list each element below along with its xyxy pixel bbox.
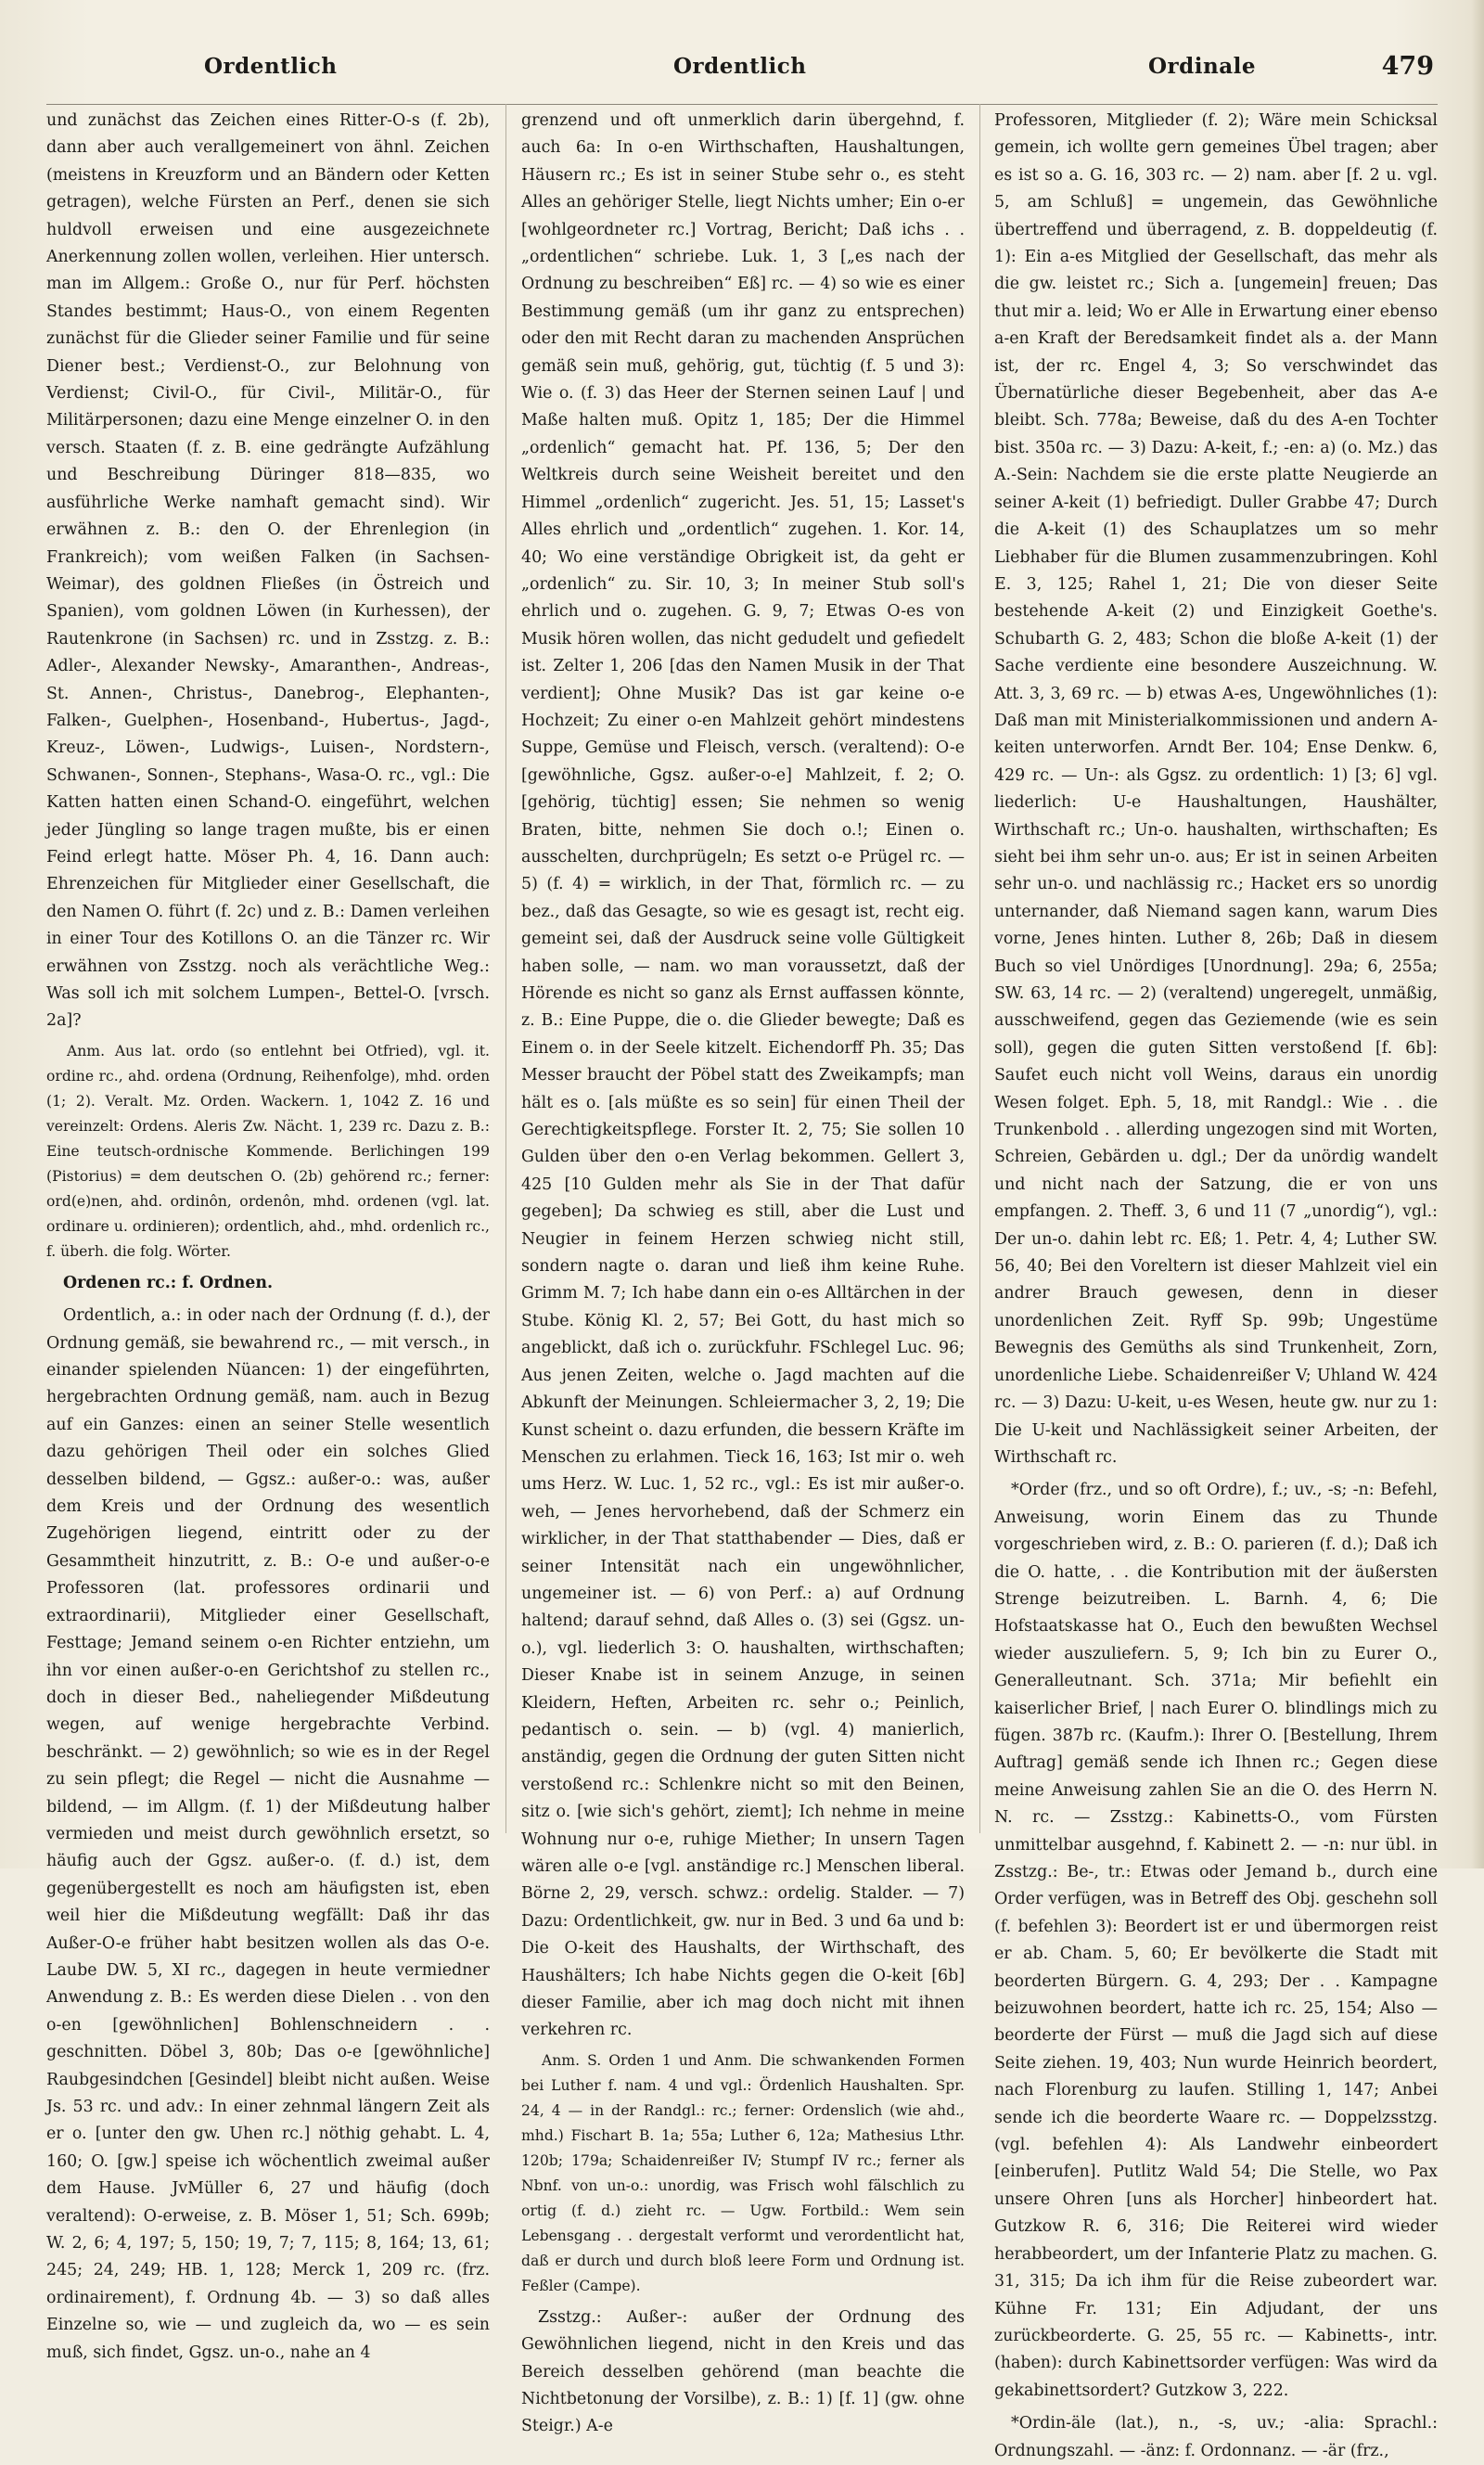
page-number: 479 [1381, 52, 1434, 81]
entry-ordenen [46, 1270, 490, 1297]
entry-orden-continued: und zunächst das Zeichen eines Ritter-O-s (f. 2b), dann aber auch verallgemeinert von ähnl. Zeichen (meistens in Kreuzform und an Bändern oder Ketten getragen), welche Fürsten an Perf., denen sie sich huldvoll erweisen und eine ausgezeichnete Anerkennung zollen wollen, verleihen. Hier untersch. man im Allgem.: Große O., nur für Perf. höchsten Standes bestimmt; Haus-O., von einem Regenten zunächst für die Glieder seiner Familie und für seine Diener best.; Verdienst-O., zur Belohnung von Verdienst; Civil-O., für Civil-, Militär-O., für Militärpersonen; dazu eine Menge einzelner O. in den versch. Staaten (f. z. B. eine gedrängte Aufzählung und Beschreibung Düringer 818—835, wo ausführliche Werke namhaft gemacht sind). Wir erwähnen z. B.: den O. der Ehrenlegion (in Frankreich); vom weißen Falken (in Sachsen-Weimar), des goldnen Fließes (in Östreich und Spanien), vom goldnen Löwen (in Kurhessen), der Rautenkrone (in Sachsen) rc. und in Zsstzg. z. B.: Adler-, Alexander Newsky-, Amaranthen-, Andreas-, St. Annen-, Christus-, Danebrog-, Elephanten-, Falken-, Guelphen-, Hosenband-, Hubertus-, Jagd-, Kreuz-, Löwen-, Ludwigs-, Luisen-, Nordstern-, Schwanen-, Sonnen-, Stephans-, Wasa-O. rc., vgl.: Die Katten hatten einen Schand-O. eingeführt, welchen jeder Jüngling so lange tragen mußte, bis er einen Feind erlegt hatte. Möser Ph. 4, 16. Dann auch: Ehrenzeichen für Mitglieder einer Gesellschaft, die den Namen O. führt (f. 2c) und z. B.: Damen verleihen in einer Tour des Kotillons O. an die Tänzer rc. Wir erwähnen von Zsstzg. noch als verächtliche Weg.: Was soll ich mit solchem Lumpen-, Bettel-O. [vrsch. 2a]? [46, 111, 490, 1031]
text-columns [46, 104, 1438, 2460]
column-middle [521, 108, 965, 2436]
page-header [46, 54, 1438, 91]
running-head-left: Ordentlich [204, 54, 338, 79]
running-head-right: Ordinale [1148, 54, 1256, 79]
entry-ordinale: *Ordin-äle (lat.), n., -s, uv.; -alia: Sprachl.: Ordnungszahl. — -änz: f. Ordonnanz. — -är (frz., [994, 2414, 1438, 2460]
entry-ausserordentlich-continued: Professoren, Mitglieder (f. 2); Wäre mein Schicksal gemein, ich wollte gern gemeines Übel tragen; aber es ist so a. G. 16, 303 rc. — 2) nam. aber [f. 2 u. vgl. 5, am Schluß] = ungemein, das Gewöhnliche übertreffend und überragend, z. B. doppeldeutig (f. 1): Ein a-es Mitglied der Gesellschaft, das mehr als die gw. leistet rc.; Sich a. [ungemein] freuen; Das thut mir a. leid; Wo er Alle in Erwartung einer ebenso a-en Kraft der Beredsamkeit findet als a. der Mann ist, der rc. Engel 4, 3; So verschwindet das Übernatürliche dieser Begebenheit, aber das A-e bleibt. Sch. 778a; Beweise, daß du des A-en Tochter bist. 350a rc. — 3) Dazu: A-keit, f.; -en: a) (o. Mz.) das A.-Sein: Nachdem sie die erste platte Neugierde an seiner A-keit (1) befriedigt. Duller Grabbe 47; Durch die A-keit (1) des Schauplatzes um so mehr Liebhaber für die Blumen zusammenzubringen. Kohl E. 3, 125; Rahel 1, 21; Die von dieser Seite bestehende A-keit (2) und Einzigkeit Goethe's. Schubarth G. 2, 483; Schon die bloße A-keit (1) der Sache verdiente eine besondere Auszeichnung. W. Att. 3, 3, 69 rc. — b) etwas A-es, Ungewöhnliches (1): Daß man mit Ministerialkommissionen und andern A-keiten unterworfen. Arndt Ber. 104; Ense Denkw. 6, 429 rc. — Un-: als Ggsz. zu ordentlich: 1) [3; 6] vgl. liederlich: U-e Haushaltungen, Haushälter, Wirthschaft rc.; Un-o. haushalten, wirthschaften; Es sieht bei ihm sehr un-o. aus; Er ist in seinen Arbeiten sehr un-o. und nachlässig rc.; Hacket ers so unordig unternander, daß Niemand sagen kann, warum Dies vorne, Jenes hinten. Luther 8, 26b; Daß in diesem Buch so viel Unördiges [Unordnung]. 29a; 6, 255a; SW. 63, 14 rc. — 2) (veraltend) ungeregelt, unmäßig, ausschweifend, gegen das Geziemende (wie es sein soll), gegen die guten Sitten verstoßend [f. 6b]: Saufet euch nicht voll Weins, daraus ein unordig Wesen folget. Eph. 5, 18, mit Randgl.: Wie . . die Trunkenbold . . allerding ungezogen sind mit Worten, Schreien, Gebärden u. dgl.; Der da unördig wandelt und nicht nach der Satzung, die er von uns empfangen. 2. Theff. 3, 6 und 11 (7 „unordig“), vgl.: Der un-o. dahin lebt rc. Eß; 1. Petr. 4, 4; Luther SW. 56, 40; Bei den Voreltern ist dieser Mahlzeit viel ein andrer Brauch gewesen, denn in dieser unordenlichen Zeit. Ryff Sp. 99b; Ungestüme Bewegnis des Gemüths als sind Trunkenheit, Zorn, unordenliche Liebe. Schaidenreißer V; Uhland W. 424 rc. — 3) Dazu: U-keit, u-es Wesen, heute gw. nur zu 1: Die U-keit und Nachlässigkeit seiner Arbeiten, der Wirthschaft rc. [994, 111, 1438, 1467]
column-divider [505, 104, 506, 1833]
entry-ordentlich-annotation: Anm. S. Orden 1 und Anm. Die schwankenden Formen bei Luther f. nam. 4 und vgl.: Ördenlich Haushalten. Spr. 24, 4 — in der Randgl.: rc.; ferner: Ordenslich (wie ahd., mhd.) Fischart B. 1a; 55a; Luther 6, 12a; Mathesius Lthr. 120b; 179a; Schaidenreißer IV; Stumpf IV rc.; ferner als Nbnf. von un-o.: unordig, was Frisch wohl fälschlich zu ortig (f. d.) zieht rc. — Ugw. Fortbild.: Wem sein Lebensgang . . dergestalt verformt und verordentlicht hat, daß er durch und durch bloß leere Form und Ordnung ist. Feßler (Campe). [521, 2051, 965, 2294]
column-right [994, 108, 1438, 2460]
entry-ordentlich-compounds: Zsstzg.: Außer-: außer der Ordnung des Gewöhnlichen liegend, nicht in den Kreis und das Bereich desselben gehörend (man beachte die Nichtbetonung der Vorsilbe), z. B.: 1) [f. 1] (gw. ohne Steigr.) A-e [521, 2307, 965, 2436]
page-edge-shadow [1471, 0, 1484, 1868]
entry-ordenen-text: Ordenen rc.: f. Ordnen. [63, 1273, 274, 1292]
column-left [46, 108, 490, 2362]
entry-ordentlich: Ordentlich, a.: in oder nach der Ordnung (f. d.), der Ordnung gemäß, sie bewahrend rc., — mit versch., in einander spielenden Nüancen: 1) der eingeführten, hergebrachten Ordnung gemäß, nam. auch in Bezug auf ein Ganzes: einen an seiner Stelle wesentlich dazu gehörigen Theil oder ein solches Glied desselben bildend, — Ggsz.: außer-o.: was, außer dem Kreis und der Ordnung des wesentlich Zugehörigen liegend, eintritt oder zu der Gesammtheit hinzutritt, z. B.: O-e und außer-o-e Professoren (lat. professores ordinarii und extraordinarii), Mitglieder einer Gesellschaft, Festtage; Jemand seinem o-en Richter entziehn, um ihn vor einen außer-o-en Gerichtshof zu stellen rc., doch in dieser Bed., naheliegender Mißdeutung wegen, auf wenige hergebrachte Verbind. beschränkt. — 2) gewöhnlich; so wie es in der Regel zu sein pflegt; die Regel — nicht die Ausnahme — bildend, — im Allgm. (f. 1) der Mißdeutung halber vermieden und meist durch gewöhnlich ersetzt, so häufig auch der Ggsz. außer-o. (f. d.) ist, dem gegenübergestellt es noch am häufigsten ist, eben weil hier die Mißdeutung wegfällt: Daß ihr das Außer-O-e früher habt besitzen wollen als das O-e. Laube DW. 5, XI rc., dagegen in heute vermiedner Anwendung z. B.: Es werden diese Dielen . . von den o-en [gewöhnlichen] Bohlenschneidern . . geschnitten. Döbel 3, 80b; Das o-e [gewöhnliche] Raubgesindchen [Gesindel] bleibt nicht außen. Weise Js. 53 rc. und adv.: In einer zehnmal längern Zeit als er o. [unter den gw. Uhen rc.] nöthig gehabt. L. 4, 160; O. [gw.] speise ich wöchentlich zweimal außer dem Hause. JvMüller 6, 27 und häufig (doch veraltend): O-erweise, z. B. Möser 1, 51; Sch. 699b; W. 2, 6; 4, 197; 5, 150; 19, 7; 7, 115; 8, 164; 13, 61; 245; 24, 249; HB. 1, 128; Merck 1, 209 rc. (frz. ordinairement), f. Ordnung 4b. — 3) so daß alles Einzelne so, wie — und zugleich da, wo — es sein muß, sich findet, Ggsz. un-o., nahe an 4 [46, 1306, 490, 2362]
entry-order: *Order (frz., und so oft Ordre), f.; uv., -s; -n: Befehl, Anweisung, worin Einem das zu Thunde vorgeschrieben wird, z. B.: O. parieren (f. d.); Daß ich die O. hatte, . . die Kontribution mit der äußersten Strenge beizutreiben. L. Barnh. 4, 6; Die Hofstaatskasse hat O., Euch den bewußten Wechsel wieder auszuliefern. 5, 9; Ich bin zu Eurer O., Generalleutnant. Sch. 371a; Mir befiehlt ein kaiserlicher Brief, | nach Eurer O. blindlings mich zu fügen. 387b rc. (Kaufm.): Ihrer O. [Bestellung, Ihrem Auftrag] gemäß sende ich Ihnen rc.; Gegen diese meine Anweisung zahlen Sie an die O. des Herrn N. N. rc. — Zsstzg.: Kabinetts-O., vom Fürsten unmittelbar ausgehnd, f. Kabinett 2. — -n: nur übl. in Zsstzg.: Be-, tr.: Etwas oder Jemand b., durch eine Order verfügen, was in Betreff des Obj. geschehn soll (f. befehlen 3): Beordert ist er und übermorgen reist er ab. Cham. 5, 60; Er bevölkerte die Stadt mit beorderten Bürgern. G. 4, 293; Der . . Kampagne beizuwohnen beordert, hatte ich rc. 25, 154; Also — beorderte der Fürst — muß die Jagd sich auf diese Seite ziehen. 19, 403; Nun wurde Heinrich beordert, nach Florenburg zu laufen. Stilling 1, 147; Anbei sende ich die beorderte Waare rc. — Doppelzsstzg. (vgl. befehlen 4): Als Landwehr einbeordert [einberufen]. Putlitz Wald 54; Die Stelle, wo Pax unsere Ohren [uns als Horcher] hinbeordert hat. Gutzkow R. 6, 316; Die Reiterei wird wieder herabbeordert, um der Infanterie Platz zu machen. G. 31, 315; Da ich ihm für die Reise zubeordert war. Kühne Fr. 131; Ein Adjudant, der uns zurückbeorderte. G. 25, 55 rc. — Kabinetts-, intr. (haben): durch Kabinettsorder verfügen: Was wird da gekabinettsordert? Gutzkow 3, 222. [994, 1481, 1438, 2400]
entry-ordentlich-continued: grenzend und oft unmerklich darin übergehnd, f. auch 6a: In o-en Wirthschaften, Haushaltungen, Häusern rc.; Es ist in seiner Stube sehr o., es steht Alles an gehöriger Stelle, liegt Nichts umher; Ein o-er [wohlgeordneter rc.] Vortrag, Bericht; Daß ichs . . „ordentlichen“ schriebe. Luk. 1, 3 [„es nach der Ordnung zu beschreiben“ Eß] rc. — 4) so wie es einer Bestimmung gemäß (um ihr ganz zu entsprechen) oder den mit Recht daran zu machenden Ansprüchen gemäß sein muß, gehörig, gut, tüchtig (f. 5 und 3): Wie o. (f. 3) das Heer der Sternen seinen Lauf | und Maße halten muß. Opitz 1, 185; Der die Himmel „ordenlich“ gemacht hat. Pf. 136, 5; Der den Weltkreis durch seine Weisheit bereitet und den Himmel „ordenlich“ zugericht. Jes. 51, 15; Lasset's Alles ehrlich und „ordentlich“ zugehen. 1. Kor. 14, 40; Wo eine verständige Obrigkeit ist, da geht er „ordenlich“ zu. Sir. 10, 3; In meiner Stub soll's ehrlich und o. zugehen. G. 9, 7; Etwas O-es von Musik hören wollen, das nicht gedudelt und gefiedelt ist. Zelter 1, 206 [das den Namen Musik in der That verdient]; Ohne Musik? Das ist gar keine o-e Hochzeit; Zu einer o-en Mahlzeit gehört mindestens Suppe, Gemüse und Fleisch, versch. (veraltend): O-e [gewöhnliche, Ggsz. außer-o-e] Mahlzeit, f. 2; O. [gehörig, tüchtig] essen; Sie nehmen so wenig Braten, bitte, nehmen Sie doch o.!; Einen o. ausschelten, durchprügeln; Es setzt o-e Prügel rc. — 5) (f. 4) = wirklich, in der That, förmlich rc. — zu bez., daß das Gesagte, so wie es gesagt ist, recht eig. gemeint sei, daß der Ausdruck seine volle Gültigkeit haben solle, — nam. wo man voraussetzt, daß der Hörende es nicht so ganz als Ernst auffassen könnte, z. B.: Eine Puppe, die o. die Glieder bewegte; Daß es Einem o. in der Seele kitzelt. Eichendorff Ph. 35; Das Messer braucht der Pöbel statt des Zweikampfs; man hält es o. [als müßte es so sein] für einen Theil der Gerechtigkeitspflege. Forster It. 2, 75; Sie sollen 10 Gulden über den o-en Verlag bekommen. Gellert 3, 425 [10 Gulden mehr als Sie in der That dafür gegeben]; Da schwieg es still, aber die Lust und Neugier in feinem Herzen schwieg nicht still, sondern nagte o. daran und ließ ihm keine Ruhe. Grimm M. 7; Ich habe dann ein o-es Alltärchen in der Stube. König Kl. 2, 57; Bei Gott, du hast mich so angeblickt, daß ich o. zurückfuhr. FSchlegel Luc. 96; Aus jenen Zeiten, welche o. Jagd machten auf die Abkunft der Meinungen. Schleiermacher 3, 2, 19; Die Kunst scheint o. dazu erfunden, die bessern Kräfte im Menschen zu erlahmen. Tieck 16, 163; Ist mir o. weh ums Herz. W. Luc. 1, 52 rc., vgl.: Es ist mir außer-o. weh, — Jenes hervorhebend, daß der Schmerz ein wirklicher, in der That statthabender — Dies, daß er seiner Intensität nach ein ungewöhnlicher, ungemeiner ist. — 6) von Perf.: a) auf Ordnung haltend; darauf sehnd, daß Alles o. (3) sei (Ggsz. un-o.), vgl. liederlich 3: O. haushalten, wirthschaften; Dieser Knabe ist in seinem Anzuge, in seinen Kleidern, Heften, Arbeiten rc. sehr o.; Peinlich, pedantisch o. sein. — b) (vgl. 4) manierlich, anständig, gegen die Ordnung der guten Sitten nicht verstoßend rc.: Schlenkre nicht so mit den Beinen, sitz o. [wie sich's gehört, ziemt]; Ich nehme in meine Wohnung nur o-e, ruhige Miether; In unsern Tagen wären alle o-e [vgl. anständige rc.] Menschen liberal. Börne 2, 29, versch. schwz.: ordelig. Stalder. — 7) Dazu: Ordentlichkeit, gw. nur in Bed. 3 und 6a und b: Die O-keit des Haushalts, der Wirthschaft, des Haushälters; Ich habe Nichts gegen die O-keit [6b] dieser Familie, aber ich mag doch nicht mit ihnen verkehren rc. [521, 111, 965, 2040]
running-head-center: Ordentlich [673, 54, 807, 79]
column-divider [979, 104, 980, 1833]
entry-orden-annotation: Anm. Aus lat. ordo (so entlehnt bei Otfried), vgl. it. ordine rc., ahd. ordena (Ordnung, Reihenfolge), mhd. orden (1; 2). Veralt. Mz. Orden. Wackern. 1, 1042 Z. 16 und vereinzelt: Ordens. Aleris Zw. Nächt. 1, 239 rc. Dazu z. B.: Eine teutsch-ordnische Kommende. Berlichingen 199 (Pistorius) = dem deutschen O. (2b) gehörend rc.; ferner: ord(e)nen, ahd. ordinôn, ordenôn, mhd. ordenen (vgl. lat. ordinare u. ordinieren); ordentlich, ahd., mhd. ordenlich rc., f. überh. die folg. Wörter. [46, 1042, 490, 1260]
